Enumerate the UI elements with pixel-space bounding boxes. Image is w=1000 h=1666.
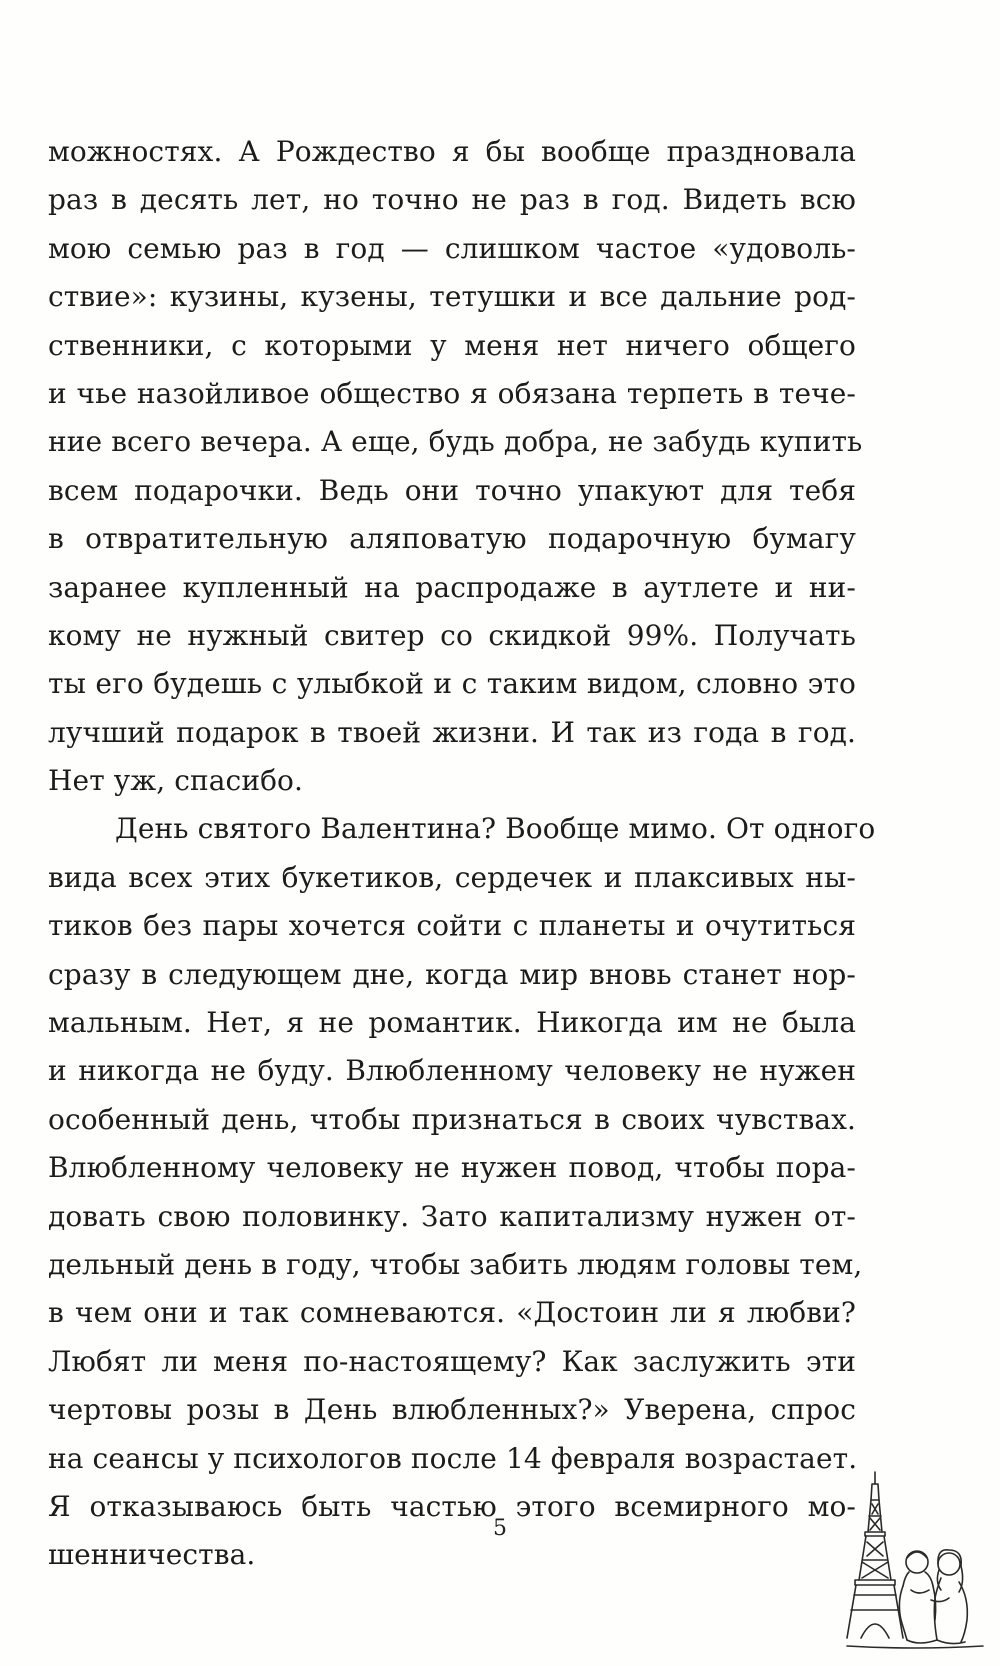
eiffel-tower-couple-icon [845,1470,985,1656]
text-line: Любят ли меня по-настоящему? Как заслужить эти [48,1344,856,1378]
text-line: ты его будешь с улыбкой и с таким видом, словно это [48,667,856,701]
text-line: лучший подарок в твоей жизни. И так из года в год. [48,715,856,749]
text-line: раз в десять лет, но точно не раз в год. Видеть всю [48,183,856,217]
paragraph-2 [48,805,876,1579]
text-line: сразу в следующем дне, когда мир вновь станет нор- [48,957,856,991]
text-line: мою семью раз в год — слишком частое «удоволь- [48,231,856,265]
page-number: 5 [493,1516,507,1541]
text-line: в отвратительную аляповатую подарочную бумагу [48,522,856,556]
text-line: всем подарочки. Ведь они точно упакуют для тебя [48,473,856,507]
paragraph-1 [48,128,863,805]
text-line: дельный день в году, чтобы забить людям головы тем, [48,1247,863,1281]
text-line: особенный день, чтобы признаться в своих чувствах. [48,1102,856,1136]
text-line: Я отказываюсь быть частью этого всемирного мо- [48,1489,856,1523]
body-text [48,128,876,1580]
text-line: шенничества. [48,1538,256,1572]
text-line: заранее купленный на распродаже в аутлете и ни- [48,570,856,604]
text-line: и чье назойливое общество я обязана терпеть в тече- [48,376,856,410]
text-line: чертовы розы в День влюбленных?» Уверена, спрос [48,1393,856,1427]
text-line: ние всего вечера. А еще, будь добра, не забудь купить [48,425,863,459]
text-line: кому не нужный свитер со скидкой 99%. Получать [48,618,856,652]
text-line: в чем они и так сомневаются. «Достоин ли я любви? [48,1296,856,1330]
text-line: тиков без пары хочется сойти с планеты и очутиться [48,909,856,943]
text-line: ственники, с которыми у меня нет ничего общего [48,328,856,362]
text-line: День святого Валентина? Вообще мимо. От одного [115,812,876,846]
text-line: довать свою половинку. Зато капитализму нужен от- [48,1199,856,1233]
text-line: мальным. Нет, я не романтик. Никогда им не была [48,1006,856,1040]
text-line: Влюбленному человеку не нужен повод, чтобы пора- [48,1151,856,1185]
text-line: на сеансы у психологов после 14 февраля возрастает. [48,1441,858,1475]
text-line: вида всех этих букетиков, сердечек и плаксивых ны- [48,860,856,894]
text-line: и никогда не буду. Влюбленному человеку не нужен [48,1054,856,1088]
text-line: ствие»: кузины, кузены, тетушки и все дальние род- [48,280,856,314]
text-line: можностях. А Рождество я бы вообще праздновала [48,135,856,168]
text-line: Нет уж, спасибо. [48,764,304,798]
